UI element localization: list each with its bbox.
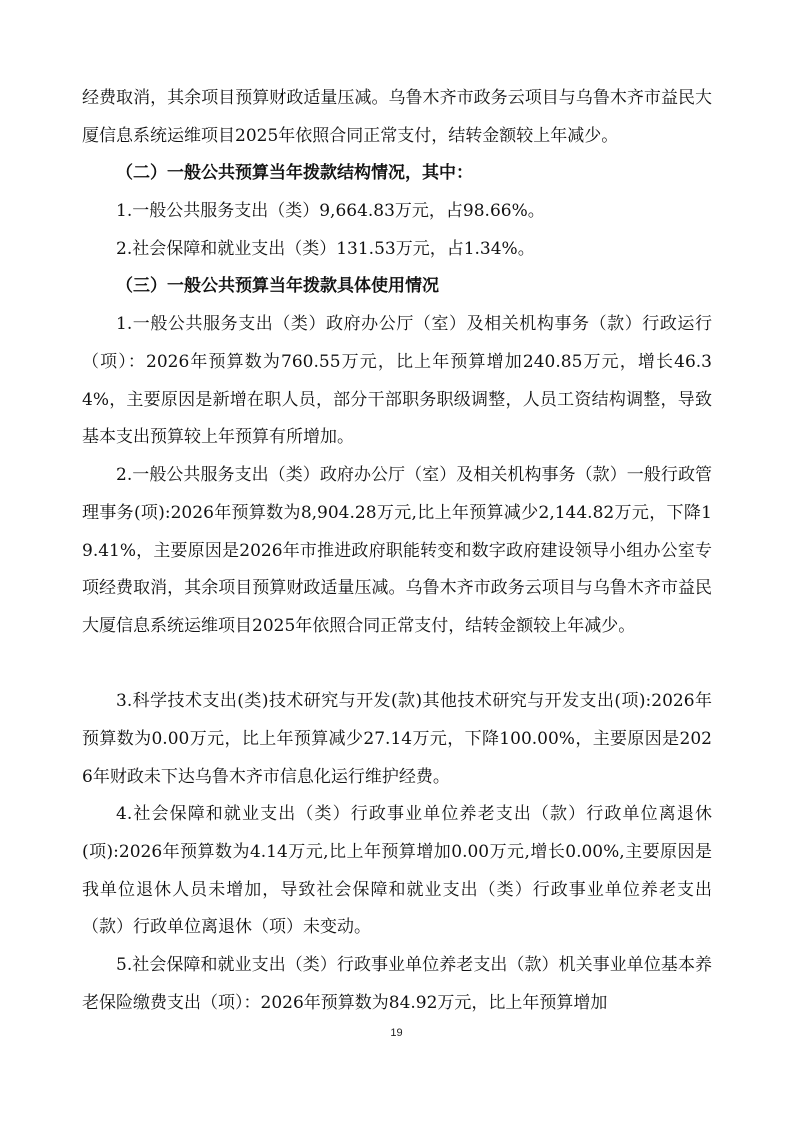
detail-item-3: 3.科学技术支出(类)技术研究与开发(款)其他技术研究与开发支出(项):2026年预算数为0.00万元，比上年预算减少27.14万元，下降100.00%，主要原因是2026年财政未下达乌鲁木齐市信息化运行维护经费。 xyxy=(82,691,712,787)
structure-item-1: 1.一般公共服务支出（类）9,664.83万元，占98.66%。 xyxy=(116,201,545,221)
section-heading-2: （二）一般公共预算当年拨款结构情况，其中： xyxy=(116,163,473,183)
structure-item-2: 2.社会保障和就业支出（类）131.53万元，占1.34%。 xyxy=(116,239,535,259)
page-number: 19 xyxy=(390,1027,403,1039)
section-heading-3: （三）一般公共预算当年拨款具体使用情况 xyxy=(116,276,439,296)
detail-item-1: 1.一般公共服务支出（类）政府办公厅（室）及相关机构事务（款）行政运行（项）：2026年预算数为760.55万元，比上年预算增加240.85万元，增长46.34%，主要原因是新增在职人员，部分干部职务职级调整，人员工资结构调整，导致基本支出预算较上年预算有所增加。 xyxy=(82,314,712,448)
detail-item-4: 4.社会保障和就业支出（类）行政事业单位养老支出（款）行政单位离退休(项):2026年预算数为4.14万元,比上年预算增加0.00万元,增长0.00%,主要原因是我单位退休人员未增加，导致社会保障和就业支出（类）行政事业单位养老支出（款）行政单位离退休（项）未变动。 xyxy=(82,804,712,938)
detail-item-5: 5.社会保障和就业支出（类）行政事业单位养老支出（款）机关事业单位基本养老保险缴费支出（项）：2026年预算数为84.92万元，比上年预算增加 xyxy=(82,955,712,1013)
detail-item-2: 2.一般公共服务支出（类）政府办公厅（室）及相关机构事务（款）一般行政管理事务(项):2026年预算数为8,904.28万元,比上年预算减少2,144.82万元，下降19.41%，主要原因是2026年市推进政府职能转变和数字政府建设领导小组办公室专项经费取消，其余项目预算财政适量压减。乌鲁木齐市政务云项目与乌鲁木齐市益民大厦信息系统运维项目2025年依照合同正常支付，结转金额较上年减少。 xyxy=(82,465,712,637)
paragraph-continuation: 经费取消，其余项目预算财政适量压减。乌鲁木齐市政务云项目与乌鲁木齐市益民大厦信息系统运维项目2025年依照合同正常支付，结转金额较上年减少。 xyxy=(82,88,712,146)
